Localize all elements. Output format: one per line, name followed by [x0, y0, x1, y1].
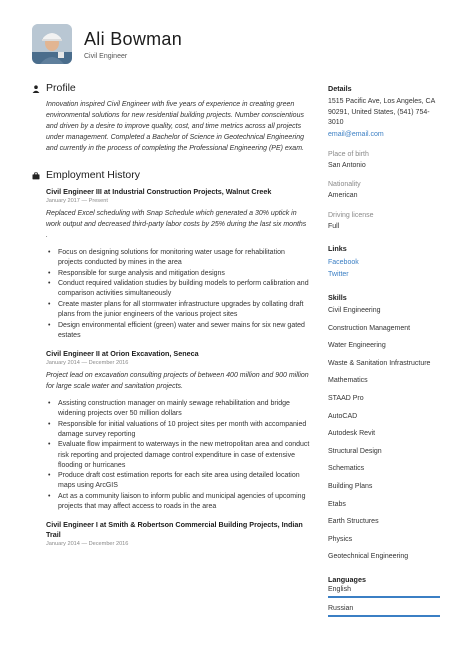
- person-icon: [32, 84, 40, 92]
- bullet-item: • Design environmental efficient (green) water and sewer mains for six new gated estates: [46, 321, 310, 341]
- language-level-bar: [328, 596, 440, 598]
- skill-item: Mathematics: [328, 373, 440, 391]
- bullet-item: • Act as a community liaison to inform public and municipal agencies of upcoming projects that may affect access to roads in the area: [46, 492, 310, 512]
- job-entry-bullets: [46, 248, 310, 341]
- bullet-item: • Focus on designing solutions for monitoring water usage for rehabilitation projects conducted by mines in the area: [46, 248, 310, 268]
- nationality-label: Nationality: [328, 181, 361, 188]
- job-entry-date: January 2014 — December 2016: [46, 541, 129, 548]
- skill-item: STAAD Pro: [328, 391, 440, 409]
- email-link[interactable]: email@email.com: [328, 130, 384, 138]
- employment-heading-label: Employment History: [46, 168, 140, 181]
- nationality-value: American: [328, 192, 358, 199]
- skill-item: Building Plans: [328, 479, 440, 497]
- profile-summary: Innovation inspired Civil Engineer with five years of experience in creating green environmental solutions for new residential building projects. Number conscientious and driven by a desire to improve quality, cost, and time metrics across all projects under management. Completed a Bachelor of Science in Geotechnical Engineering and currently in the process of completing the Professional Engineering (PE) exam.: [46, 101, 304, 152]
- job-title: Civil Engineer: [84, 52, 128, 60]
- bullet-item: • Assisting construction manager on mainly sewage rehabilitation and bridge widening projects over 50 million dollars: [46, 399, 310, 419]
- job-entry: [46, 349, 310, 512]
- language-item: Russian: [328, 604, 354, 612]
- job-entry-description: Replaced Excel scheduling with Snap Schedule which generated a 30% uptick in work output and decreased third-party labor costs by 25% during the last six months .: [46, 210, 307, 239]
- job-entry-description: Project lead on excavation consulting projects of between 400 million and 900 million for large scale water and sanitation projects.: [46, 372, 309, 391]
- employment-heading: [32, 169, 310, 181]
- bullet-item: • Conduct required validation studies by building models to perform calibration and comparison activities simultaneously: [46, 279, 310, 299]
- job-entry-title: Civil Engineer II at Orion Excavation, Seneca: [46, 348, 199, 358]
- skill-item: Water Engineering: [328, 338, 440, 356]
- place-of-birth-value: San Antonio: [328, 161, 366, 169]
- bullet-item: • Evaluate flow impairment to waterways in the new metropolitan area and conduct risk reporting and projected damage control expenditure in case of extensive flooding or hurricanes: [46, 440, 310, 470]
- job-entry-date: January 2017 — Present: [46, 198, 108, 205]
- twitter-link[interactable]: Twitter: [328, 271, 349, 278]
- briefcase-icon: [32, 171, 40, 179]
- name-block: [84, 29, 182, 60]
- job-entry: [46, 187, 310, 341]
- bullet-item: • Responsible for initial valuations of 10 project sites per month with accompanied damage survey reporting: [46, 420, 310, 440]
- language-level-fill: [328, 615, 440, 617]
- skill-item: Physics: [328, 532, 440, 550]
- links-heading: Links: [328, 244, 347, 253]
- profile-heading-label: Profile: [46, 82, 76, 94]
- job-entry: [46, 520, 310, 547]
- skill-item: Structural Design: [328, 444, 440, 462]
- language-level-bar: [328, 615, 440, 617]
- skill-item: Autodesk Revit: [328, 426, 440, 444]
- skills-list: [328, 303, 440, 567]
- skill-item: Earth Structures: [328, 514, 440, 532]
- place-of-birth-label: Place of birth: [328, 150, 369, 158]
- driving-license-value: Full: [328, 222, 340, 230]
- languages-heading: Languages: [328, 574, 366, 584]
- skill-item: Geotechnical Engineering: [328, 549, 440, 567]
- skills-heading: Skills: [328, 293, 347, 302]
- job-entry-title: Civil Engineer I at Smith & Robertson Commercial Building Projects, Indian Trail: [46, 520, 303, 539]
- skill-item: AutoCAD: [328, 409, 440, 427]
- job-entry-title: Civil Engineer III at Industrial Construction Projects, Walnut Creek: [46, 186, 272, 196]
- language-level-fill: [328, 596, 440, 598]
- skill-item: Waste & Sanitation Infrastructure: [328, 356, 440, 374]
- language-item: English: [328, 585, 351, 593]
- profile-photo: [32, 24, 72, 64]
- bullet-item: • Responsible for surge analysis and mitigation designs: [46, 269, 310, 279]
- bullet-item: • Produce draft cost estimation reports for each site area using detailed location maps using ArcGIS: [46, 471, 310, 491]
- facebook-link[interactable]: Facebook: [328, 259, 359, 266]
- skill-item: Construction Management: [328, 321, 440, 339]
- profile-heading: [32, 82, 310, 94]
- skill-item: Civil Engineering: [328, 303, 440, 321]
- sidebar: [328, 84, 440, 624]
- job-entry-bullets: [46, 399, 310, 512]
- bullet-item: • Create master plans for all stormwater infrastructure upgrades by collating draft plans from the junior engineers of the various project sites: [46, 300, 310, 320]
- details-heading: Details: [328, 84, 352, 93]
- skill-item: Etabs: [328, 497, 440, 515]
- skill-item: Schematics: [328, 461, 440, 479]
- job-entry-date: January 2014 — December 2016: [46, 360, 129, 367]
- resume-header: [32, 22, 182, 66]
- candidate-name: Ali Bowman: [84, 28, 183, 49]
- address-text: 1515 Pacific Ave, Los Angeles, CA 90291, United States, (541) 754-3010: [328, 98, 435, 126]
- driving-license-label: Driving license: [328, 211, 374, 219]
- main-column: [32, 82, 310, 555]
